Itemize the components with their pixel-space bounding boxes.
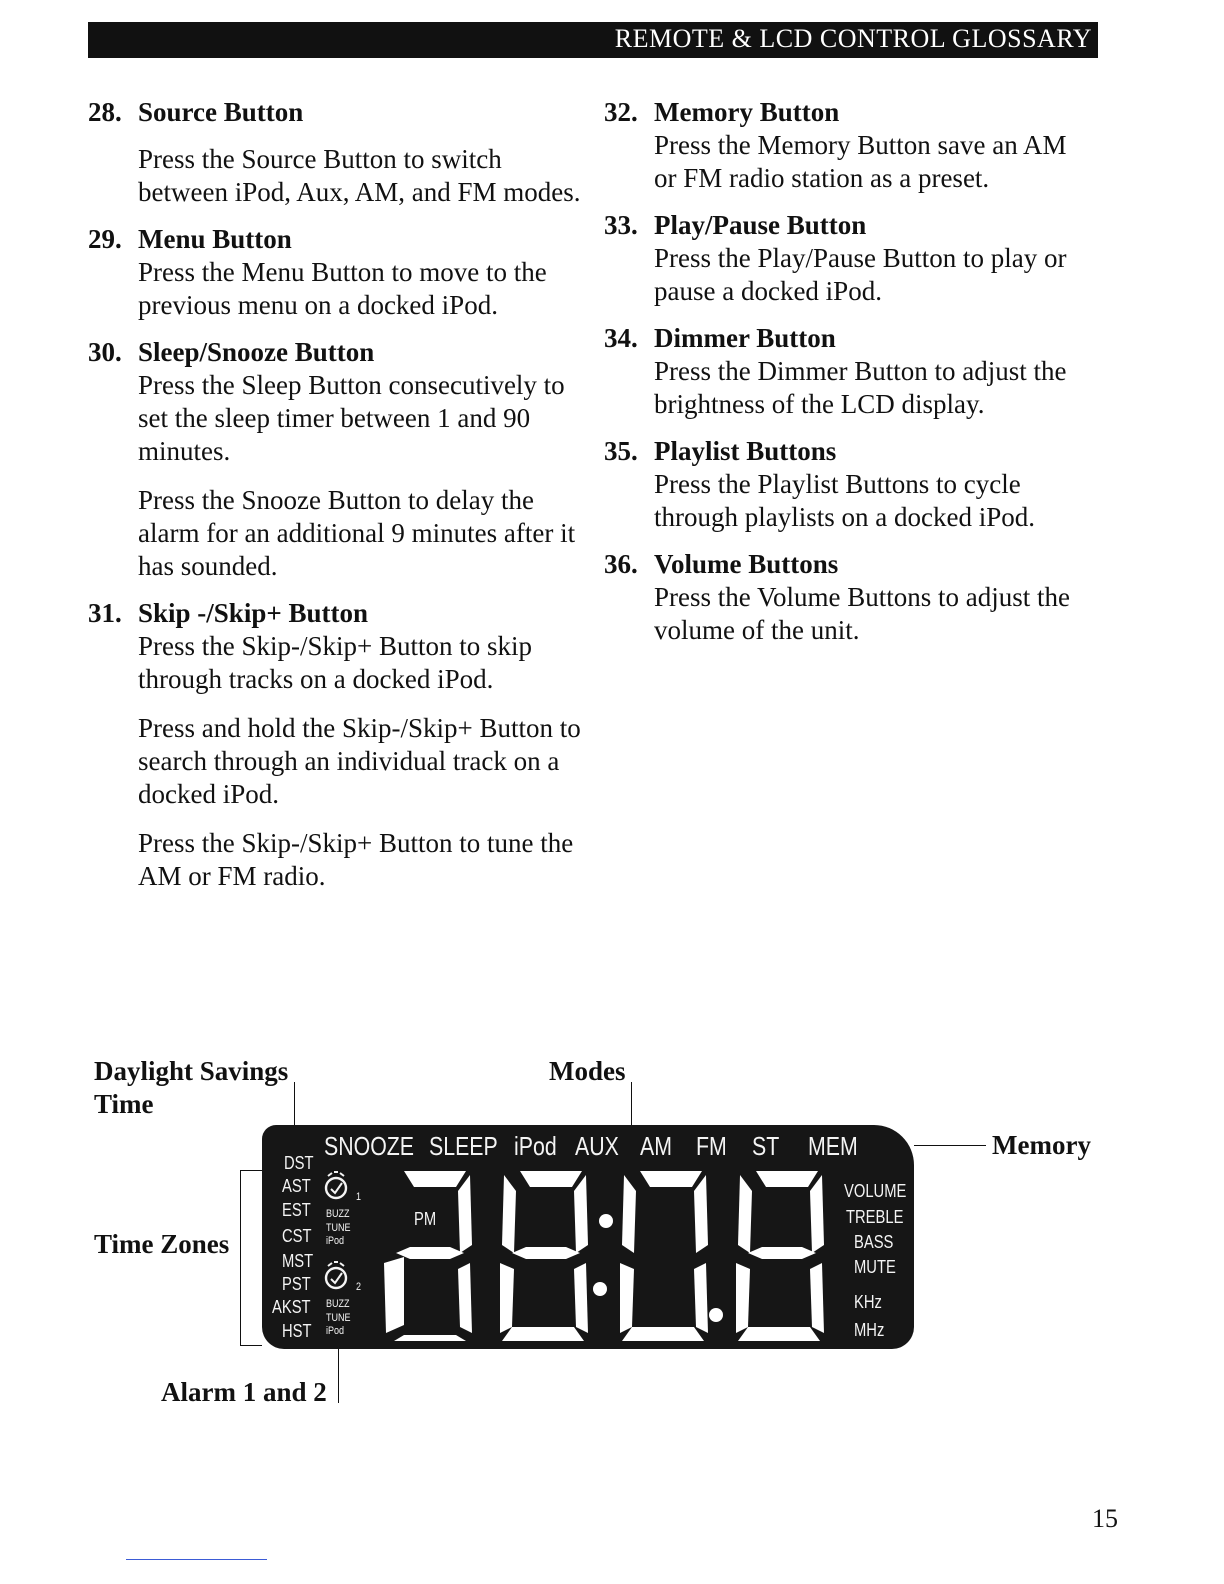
entry-title: Skip -/Skip+ Button: [138, 598, 369, 628]
entry-title: Dimmer Button: [654, 323, 836, 353]
lcd-mute-indicator: MUTE: [854, 1257, 896, 1277]
page-title: REMOTE & LCD CONTROL GLOSSARY: [614, 24, 1092, 53]
alarm2-ipod: iPod: [326, 1325, 345, 1337]
daylight-savings-callout-line: [294, 1082, 295, 1130]
entry-title: Play/Pause Button: [654, 210, 867, 240]
lcd-mhz-indicator: MHz: [854, 1320, 885, 1340]
lcd-tz-akst: AKST: [272, 1297, 311, 1317]
entry-description: Press the Source Button to switch between iPod, Aux, AM, and FM modes.: [138, 144, 581, 207]
alarm2-tune: TUNE: [326, 1312, 351, 1324]
entry-description: Press the Dimmer Button to adjust the brightness of the LCD display.: [654, 356, 1067, 419]
alarm2-number: 2: [356, 1281, 362, 1293]
lcd-mode-mem: MEM: [808, 1131, 858, 1161]
daylight-savings-label: [94, 1055, 288, 1121]
entry-description: Press the Volume Buttons to adjust the volume of the unit.: [654, 582, 1071, 645]
page-number: 15: [1092, 1504, 1118, 1533]
entry-description: Press the Play/Pause Button to play or pause a docked iPod.: [654, 243, 1067, 306]
lcd-mode-snooze: SNOOZE: [324, 1131, 415, 1161]
alarm1-tune: TUNE: [326, 1222, 351, 1234]
lcd-pm-indicator: PM: [414, 1209, 437, 1229]
memory-label: Memory: [992, 1130, 1091, 1160]
glossary-entry-sleep-snooze: [88, 336, 588, 583]
glossary-left-column: [88, 96, 588, 907]
lcd-tz-hst: HST: [282, 1321, 312, 1341]
lcd-treble-indicator: TREBLE: [846, 1207, 904, 1227]
entry-number: 30.: [88, 337, 122, 367]
lcd-tz-pst: PST: [282, 1274, 311, 1294]
glossary-entry-menu: [88, 223, 588, 322]
time-zones-bracket-line: [240, 1170, 241, 1346]
lcd-mode-aux: AUX: [575, 1131, 619, 1161]
time-zones-bracket-bottom: [240, 1345, 262, 1346]
entry-number: 29.: [88, 224, 122, 254]
lcd-mode-am: AM: [640, 1131, 672, 1161]
entry-number: 34.: [604, 323, 638, 353]
lcd-tz-cst: CST: [282, 1226, 312, 1246]
glossary-right-column: [604, 96, 1094, 661]
lcd-tz-ast: AST: [282, 1176, 311, 1196]
lcd-tz-mst: MST: [282, 1251, 314, 1271]
lcd-dst-indicator: DST: [284, 1153, 314, 1173]
glossary-entry-memory: [604, 96, 1094, 195]
glossary-entry-volume: [604, 548, 1094, 647]
alarm1-number: 1: [356, 1191, 362, 1203]
entry-description: Press the Menu Button to move to the previous menu on a docked iPod.: [138, 257, 547, 320]
lcd-khz-indicator: KHz: [854, 1292, 882, 1312]
entry-title: Sleep/Snooze Button: [138, 337, 375, 367]
seven-segment-digits-icon: [374, 1165, 842, 1345]
entry-number: 36.: [604, 549, 638, 579]
glossary-entry-source: [88, 96, 588, 209]
entry-title: Source Button: [138, 97, 304, 127]
lcd-mode-sleep: SLEEP: [429, 1131, 498, 1161]
entry-title: Memory Button: [654, 97, 840, 127]
daylight-savings-label-line1: Daylight Savings: [94, 1056, 289, 1086]
lcd-volume-indicator: VOLUME: [844, 1181, 907, 1201]
lcd-mode-fm: FM: [696, 1131, 727, 1161]
modes-callout-line: [631, 1082, 632, 1126]
time-zones-label: Time Zones: [94, 1229, 230, 1259]
lcd-mode-ipod: iPod: [514, 1131, 557, 1161]
lcd-bass-indicator: BASS: [854, 1232, 894, 1252]
entry-description: Press the Skip-/Skip+ Button to tune the AM or FM radio.: [138, 828, 574, 891]
lcd-tz-est: EST: [282, 1200, 311, 1220]
entry-description: Press the Snooze Button to delay the alarm for an additional 9 minutes after it has sounded.: [138, 485, 576, 581]
entry-number: 31.: [88, 598, 122, 628]
alarm-label: Alarm 1 and 2: [161, 1377, 327, 1407]
modes-label: Modes: [549, 1056, 626, 1086]
footer-rule: [126, 1559, 267, 1560]
entry-title: Menu Button: [138, 224, 292, 254]
entry-description: Press and hold the Skip-/Skip+ Button to search through an individual track on a docked iPod.: [138, 713, 581, 809]
glossary-entry-skip: [88, 597, 588, 893]
time-zones-bracket-top: [240, 1170, 262, 1171]
entry-description: Press the Playlist Buttons to cycle through playlists on a docked iPod.: [654, 469, 1035, 532]
lcd-mode-st: ST: [752, 1131, 780, 1161]
lcd-display: [262, 1125, 914, 1349]
memory-callout-line: [914, 1145, 986, 1146]
header-bar: [88, 22, 1098, 58]
entry-number: 35.: [604, 436, 638, 466]
entry-description: Press the Skip-/Skip+ Button to skip through tracks on a docked iPod.: [138, 631, 533, 694]
entry-number: 33.: [604, 210, 638, 240]
glossary-entry-play-pause: [604, 209, 1094, 308]
entry-number: 28.: [88, 97, 122, 127]
glossary-entry-dimmer: [604, 322, 1094, 421]
alarm-callout-line: [338, 1349, 339, 1403]
entry-description: Press the Sleep Button consecutively to set the sleep timer between 1 and 90 minutes.: [138, 370, 565, 466]
alarm1-ipod: iPod: [326, 1235, 345, 1247]
entry-title: Playlist Buttons: [654, 436, 837, 466]
daylight-savings-label-line2: Time: [94, 1089, 154, 1119]
alarm1-buzz: BUZZ: [326, 1208, 350, 1220]
alarm2-buzz: BUZZ: [326, 1298, 350, 1310]
entry-title: Volume Buttons: [654, 549, 839, 579]
entry-description: Press the Memory Button save an AM or FM radio station as a preset.: [654, 130, 1067, 193]
alarm-clock-1-icon: [322, 1169, 352, 1203]
alarm-clock-2-icon: [322, 1259, 352, 1293]
entry-number: 32.: [604, 97, 638, 127]
glossary-entry-playlist: [604, 435, 1094, 534]
